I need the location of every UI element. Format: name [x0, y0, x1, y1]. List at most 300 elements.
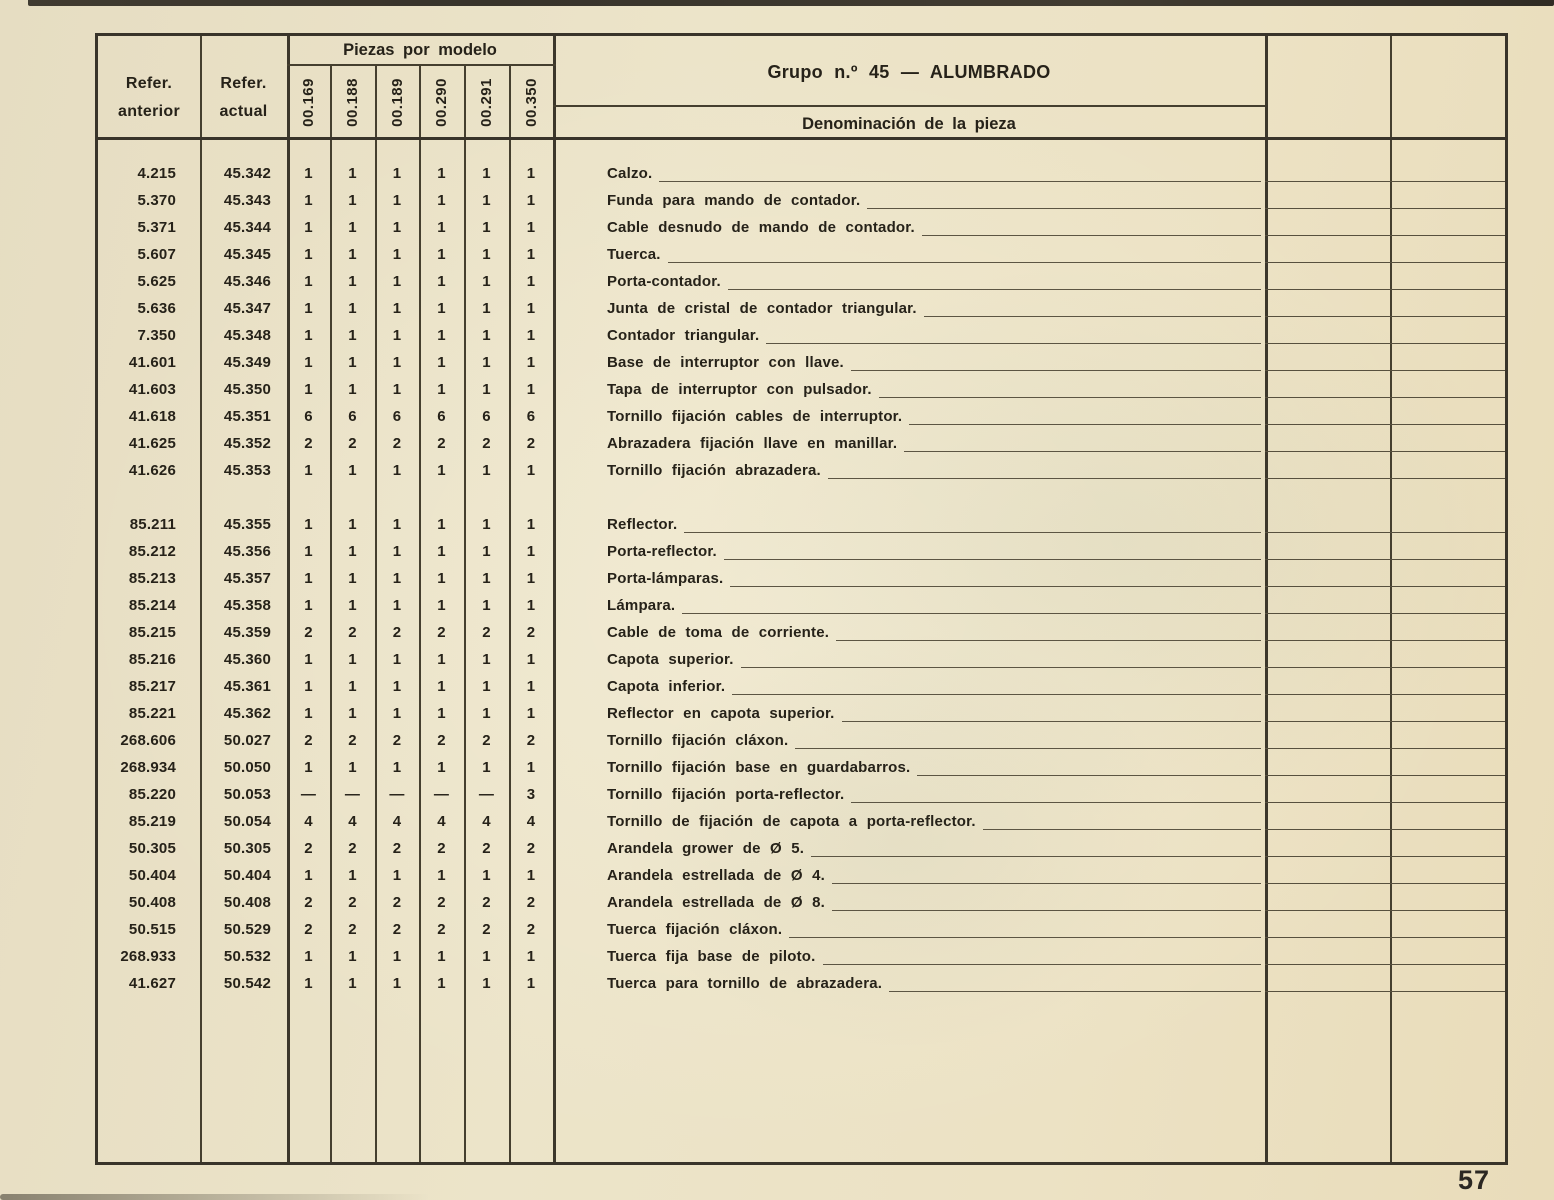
ref-actual-cell: 45.342 — [223, 165, 271, 182]
qty-cell: 1 — [482, 516, 491, 533]
ref-anterior-cell: 4.215 — [137, 165, 176, 182]
qty-cell: 1 — [437, 516, 446, 533]
fill-line — [1390, 208, 1505, 209]
fill-line — [1390, 829, 1505, 830]
fill-line — [823, 964, 1262, 965]
fill-line — [909, 424, 1261, 425]
qty-cell: 1 — [304, 975, 313, 992]
fill-line — [851, 370, 1261, 371]
fill-line — [1390, 532, 1505, 533]
ref-actual-cell: 45.349 — [223, 354, 271, 371]
model-column-header — [330, 66, 375, 138]
qty-cell: 1 — [392, 570, 402, 587]
table-row — [98, 511, 1505, 538]
refer-anterior-line1: Refer. — [125, 75, 173, 92]
fill-line — [924, 316, 1261, 317]
extra-cell — [1390, 322, 1505, 349]
fill-line — [1265, 991, 1390, 992]
qty-cell: 1 — [437, 867, 446, 884]
qty-cell: 1 — [526, 165, 536, 182]
qty-cell: 1 — [482, 462, 491, 479]
qty-cell: 1 — [526, 867, 536, 884]
part-name: Tornillo fijación porta-reflector. — [607, 786, 845, 803]
fill-line — [1265, 370, 1390, 371]
ref-actual-cell: 45.345 — [223, 246, 271, 263]
qty-cell: 2 — [348, 435, 357, 452]
qty-cell: 1 — [348, 354, 357, 371]
part-name-cell — [553, 754, 1265, 781]
qty-cell: 2 — [437, 921, 446, 938]
table-row — [98, 673, 1505, 700]
fill-line — [1390, 667, 1505, 668]
part-name: Contador triangular. — [607, 327, 760, 344]
fill-line — [889, 991, 1261, 992]
qty-cell: 1 — [392, 867, 402, 884]
table-row — [98, 943, 1505, 970]
ref-actual-cell: 45.353 — [223, 462, 271, 479]
qty-cell: 6 — [482, 408, 491, 425]
ref-actual-cell: 45.344 — [223, 219, 271, 236]
qty-cell: 1 — [348, 246, 357, 263]
qty-cell: 1 — [526, 273, 536, 290]
extra-cell — [1265, 754, 1390, 781]
extra-cell — [1390, 916, 1505, 943]
ref-anterior-cell: 268.934 — [120, 759, 176, 776]
qty-cell: 1 — [392, 300, 402, 317]
extra-cell — [1390, 808, 1505, 835]
part-name: Arandela estrellada de Ø 8. — [607, 894, 825, 911]
part-name-cell — [553, 943, 1265, 970]
qty-cell: 1 — [304, 381, 313, 398]
extra-cell — [1265, 214, 1390, 241]
extra-cell — [1390, 349, 1505, 376]
qty-cell: 1 — [348, 516, 357, 533]
extra-cell — [1265, 862, 1390, 889]
qty-cell: 1 — [526, 516, 536, 533]
fill-line — [1265, 478, 1390, 479]
extra-cell — [1390, 187, 1505, 214]
scan-edge-artifact — [28, 0, 1554, 6]
qty-cell: 1 — [304, 219, 313, 236]
fill-line — [1390, 991, 1505, 992]
table-row — [98, 457, 1505, 484]
qty-cell: 1 — [348, 219, 357, 236]
qty-cell: 2 — [526, 435, 536, 452]
fill-line — [1265, 262, 1390, 263]
qty-cell: 1 — [482, 759, 491, 776]
qty-cell: 1 — [304, 165, 313, 182]
ref-actual-cell: 50.404 — [223, 867, 271, 884]
row-spacer — [98, 484, 1505, 511]
qty-cell: 1 — [526, 219, 536, 236]
denomination-header: Denominación de la pieza — [802, 115, 1016, 133]
fill-line — [1390, 316, 1505, 317]
qty-cell: 1 — [526, 975, 536, 992]
qty-cell: 1 — [437, 354, 446, 371]
qty-cell: 1 — [392, 759, 402, 776]
fill-line — [1265, 964, 1390, 965]
ref-actual-cell: 45.356 — [223, 543, 271, 560]
qty-cell: 2 — [482, 624, 491, 641]
fill-line — [682, 613, 1261, 614]
part-name-cell — [553, 457, 1265, 484]
qty-cell: 2 — [392, 435, 402, 452]
qty-cell: 1 — [304, 327, 313, 344]
extra-cell — [1390, 511, 1505, 538]
extra-cell — [1390, 673, 1505, 700]
qty-cell: 1 — [348, 570, 357, 587]
qty-cell: 2 — [348, 840, 357, 857]
ref-actual-cell: 45.360 — [223, 651, 271, 668]
ref-anterior-cell: 85.213 — [128, 570, 176, 587]
fill-line — [1390, 343, 1505, 344]
model-column-header — [464, 66, 509, 138]
fill-line — [1390, 748, 1505, 749]
fill-line — [766, 343, 1261, 344]
part-name-cell — [553, 835, 1265, 862]
extra-cell — [1265, 403, 1390, 430]
ref-anterior-cell: 50.305 — [128, 840, 176, 857]
fill-line — [811, 856, 1261, 857]
table-row — [98, 160, 1505, 187]
part-name: Base de interruptor con llave. — [607, 354, 844, 371]
extra-cell — [1390, 268, 1505, 295]
model-label: 00.290 — [433, 77, 450, 127]
extra-cell — [1390, 565, 1505, 592]
extra-cell — [1390, 646, 1505, 673]
qty-cell: 1 — [437, 192, 446, 209]
qty-cell: 1 — [437, 975, 446, 992]
ref-actual-cell: 45.351 — [223, 408, 271, 425]
table-row — [98, 916, 1505, 943]
qty-cell: — — [300, 786, 317, 803]
qty-cell: 1 — [348, 678, 357, 695]
extra-cell — [1265, 160, 1390, 187]
qty-cell: 1 — [392, 381, 402, 398]
qty-cell: 1 — [392, 327, 402, 344]
qty-cell: 1 — [482, 543, 491, 560]
qty-cell: 4 — [482, 813, 491, 830]
part-name-cell — [553, 916, 1265, 943]
part-name: Porta-contador. — [607, 273, 721, 290]
ref-anterior-cell: 85.211 — [129, 516, 176, 533]
qty-cell: 1 — [482, 678, 491, 695]
table-row — [98, 754, 1505, 781]
qty-cell: 2 — [526, 921, 536, 938]
table-row — [98, 349, 1505, 376]
ref-anterior-cell: 85.215 — [128, 624, 176, 641]
extra-cell — [1390, 160, 1505, 187]
ref-anterior-cell: 50.408 — [128, 894, 176, 911]
fill-line — [1265, 694, 1390, 695]
extra-cell — [1390, 700, 1505, 727]
qty-cell: 1 — [482, 246, 491, 263]
table-row — [98, 376, 1505, 403]
part-name-cell — [553, 430, 1265, 457]
qty-cell: 1 — [526, 759, 536, 776]
model-label: 00.189 — [388, 77, 406, 127]
fill-line — [879, 397, 1261, 398]
extra-cell — [1390, 835, 1505, 862]
fill-line — [828, 478, 1261, 479]
part-name: Tornillo fijación base en guardabarros. — [607, 759, 911, 776]
qty-cell: 1 — [348, 165, 357, 182]
parts-table — [95, 33, 1508, 1165]
fill-line — [1390, 775, 1505, 776]
part-name-cell — [553, 511, 1265, 538]
qty-cell: 1 — [392, 273, 402, 290]
table-row — [98, 538, 1505, 565]
ref-anterior-cell: 85.212 — [128, 543, 176, 560]
fill-line — [728, 289, 1261, 290]
ref-anterior-cell: 41.627 — [128, 975, 176, 992]
qty-cell: 2 — [437, 894, 446, 911]
qty-cell: 1 — [304, 192, 313, 209]
qty-cell: 1 — [392, 516, 402, 533]
fill-line — [795, 748, 1261, 749]
ref-anterior-cell: 5.636 — [137, 300, 176, 317]
qty-cell: 1 — [526, 948, 536, 965]
fill-line — [1390, 370, 1505, 371]
ref-anterior-cell: 41.603 — [128, 381, 176, 398]
extra-cell — [1265, 268, 1390, 295]
qty-cell: — — [433, 786, 450, 803]
ref-actual-cell: 45.362 — [223, 705, 271, 722]
extra-cell — [1390, 970, 1505, 997]
qty-cell: 1 — [437, 273, 446, 290]
part-name: Cable desnudo de mando de contador. — [607, 219, 915, 236]
qty-cell: 1 — [437, 597, 446, 614]
part-name: Tuerca para tornillo de abrazadera. — [607, 975, 883, 992]
qty-cell: 1 — [348, 192, 357, 209]
qty-cell: 1 — [482, 327, 491, 344]
part-name: Cable de toma de corriente. — [607, 624, 830, 641]
model-column-header — [419, 66, 464, 138]
header-rule — [553, 105, 1265, 107]
ref-actual-cell: 45.352 — [223, 435, 271, 452]
ref-anterior-cell: 7.350 — [137, 327, 176, 344]
ref-actual-cell: 50.529 — [223, 921, 271, 938]
qty-cell: 1 — [304, 651, 313, 668]
fill-line — [1265, 397, 1390, 398]
ref-actual-cell: 50.542 — [223, 975, 271, 992]
table-row — [98, 646, 1505, 673]
qty-cell: 1 — [526, 705, 536, 722]
qty-cell: 1 — [482, 597, 491, 614]
fill-line — [1390, 586, 1505, 587]
fill-line — [1265, 937, 1390, 938]
table-row — [98, 430, 1505, 457]
part-name: Tapa de interruptor con pulsador. — [607, 381, 872, 398]
fill-line — [917, 775, 1261, 776]
qty-cell: 2 — [482, 894, 491, 911]
extra-cell — [1390, 430, 1505, 457]
table-row — [98, 700, 1505, 727]
qty-cell: 1 — [437, 948, 446, 965]
qty-cell: 4 — [304, 813, 313, 830]
ref-anterior-cell: 5.625 — [137, 273, 176, 290]
qty-cell: 1 — [348, 867, 357, 884]
ref-anterior-cell: 268.606 — [120, 732, 176, 749]
part-name-cell — [553, 970, 1265, 997]
fill-line — [684, 532, 1261, 533]
fill-line — [842, 721, 1261, 722]
scan-edge-artifact — [0, 1194, 430, 1200]
qty-cell: 1 — [437, 300, 446, 317]
fill-line — [1265, 424, 1390, 425]
fill-line — [1265, 235, 1390, 236]
qty-cell: 1 — [392, 192, 402, 209]
fill-line — [1265, 586, 1390, 587]
qty-cell: 1 — [392, 705, 402, 722]
extra-cell — [1265, 619, 1390, 646]
qty-cell: 1 — [437, 570, 446, 587]
fill-line — [1265, 748, 1390, 749]
extra-cell — [1390, 754, 1505, 781]
fill-line — [1265, 181, 1390, 182]
qty-cell: 1 — [482, 975, 491, 992]
qty-cell: 1 — [437, 246, 446, 263]
ref-actual-cell: 45.350 — [223, 381, 271, 398]
part-name: Tornillo fijación abrazadera. — [607, 462, 821, 479]
qty-cell: 4 — [392, 813, 402, 830]
qty-cell: 2 — [526, 732, 536, 749]
table-row — [98, 241, 1505, 268]
part-name-cell — [553, 781, 1265, 808]
qty-cell: 1 — [437, 165, 446, 182]
qty-cell: 2 — [304, 732, 313, 749]
qty-cell: 2 — [437, 624, 446, 641]
table-row — [98, 970, 1505, 997]
fill-line — [1265, 775, 1390, 776]
ref-actual-cell: 50.305 — [223, 840, 271, 857]
fill-line — [1390, 640, 1505, 641]
qty-cell: 1 — [526, 543, 536, 560]
qty-cell: 1 — [348, 381, 357, 398]
qty-cell: 1 — [304, 759, 313, 776]
table-row — [98, 727, 1505, 754]
qty-cell: 1 — [348, 975, 357, 992]
qty-cell: 1 — [304, 705, 313, 722]
part-name: Porta-lámparas. — [607, 570, 724, 587]
fill-line — [1390, 181, 1505, 182]
fill-line — [1265, 343, 1390, 344]
part-name-cell — [553, 673, 1265, 700]
qty-cell: 1 — [348, 759, 357, 776]
part-name: Capota inferior. — [607, 678, 726, 695]
extra-cell — [1265, 700, 1390, 727]
extra-cell — [1265, 808, 1390, 835]
qty-cell: 2 — [392, 840, 402, 857]
qty-cell: 1 — [392, 543, 402, 560]
fill-line — [867, 208, 1261, 209]
qty-cell: — — [389, 786, 405, 803]
model-column-header — [375, 66, 419, 138]
extra-cell — [1390, 862, 1505, 889]
qty-cell: 2 — [437, 840, 446, 857]
ref-anterior-cell: 85.214 — [128, 597, 176, 614]
ref-anterior-cell: 41.601 — [128, 354, 176, 371]
extra-cell — [1390, 619, 1505, 646]
qty-cell: 1 — [482, 354, 491, 371]
extra-cell — [1390, 214, 1505, 241]
ref-actual-cell: 50.053 — [223, 786, 271, 803]
qty-cell: 1 — [392, 975, 402, 992]
fill-line — [1390, 235, 1505, 236]
qty-cell: 1 — [482, 300, 491, 317]
qty-cell: 2 — [392, 894, 402, 911]
qty-cell: 2 — [482, 921, 491, 938]
fill-line — [1390, 478, 1505, 479]
extra-cell — [1390, 592, 1505, 619]
qty-cell: 1 — [482, 219, 491, 236]
fill-line — [659, 181, 1261, 182]
qty-cell: 2 — [526, 840, 536, 857]
qty-cell: 1 — [348, 273, 357, 290]
ref-anterior-cell: 5.370 — [137, 192, 176, 209]
ref-anterior-cell: 50.404 — [128, 867, 176, 884]
extra-cell — [1265, 511, 1390, 538]
ref-anterior-cell: 85.220 — [128, 786, 176, 803]
qty-cell: 1 — [304, 300, 313, 317]
qty-cell: 1 — [304, 948, 313, 965]
fill-line — [1390, 910, 1505, 911]
refer-actual-header — [200, 70, 287, 126]
qty-cell: 1 — [526, 651, 536, 668]
extra-cell — [1390, 781, 1505, 808]
pieces-per-model-header: Piezas por modelo — [343, 41, 497, 59]
table-body — [98, 160, 1505, 997]
extra-cell — [1390, 889, 1505, 916]
table-row — [98, 214, 1505, 241]
part-name-cell — [553, 619, 1265, 646]
ref-actual-cell: 50.050 — [223, 759, 271, 776]
ref-anterior-cell: 85.221 — [128, 705, 176, 722]
qty-cell: 1 — [526, 381, 536, 398]
qty-cell: 6 — [304, 408, 313, 425]
refer-anterior-line2: anterior — [118, 103, 180, 120]
qty-cell: 2 — [482, 840, 491, 857]
qty-cell: 6 — [392, 408, 402, 425]
fill-line — [1390, 802, 1505, 803]
qty-cell: 1 — [304, 867, 313, 884]
refer-anterior-header — [98, 70, 200, 126]
model-column-header — [287, 66, 330, 138]
part-name-cell — [553, 160, 1265, 187]
qty-cell: 1 — [304, 597, 313, 614]
qty-cell: 1 — [482, 651, 491, 668]
model-label: 00.291 — [478, 77, 495, 127]
extra-cell — [1265, 970, 1390, 997]
qty-cell: 1 — [526, 597, 536, 614]
ref-anterior-cell: 85.216 — [128, 651, 176, 668]
ref-actual-cell: 45.361 — [223, 678, 271, 695]
qty-cell: 1 — [348, 462, 357, 479]
qty-cell: 2 — [437, 435, 446, 452]
qty-cell: 1 — [304, 246, 313, 263]
qty-cell: 1 — [437, 651, 446, 668]
qty-cell: 1 — [526, 354, 536, 371]
qty-cell: 1 — [526, 300, 536, 317]
extra-cell — [1265, 673, 1390, 700]
fill-line — [741, 667, 1261, 668]
fill-line — [1390, 559, 1505, 560]
ref-anterior-cell: 50.515 — [128, 921, 176, 938]
ref-actual-cell: 45.346 — [223, 273, 271, 290]
qty-cell: 1 — [437, 543, 446, 560]
qty-cell: 1 — [482, 867, 491, 884]
fill-line — [922, 235, 1261, 236]
